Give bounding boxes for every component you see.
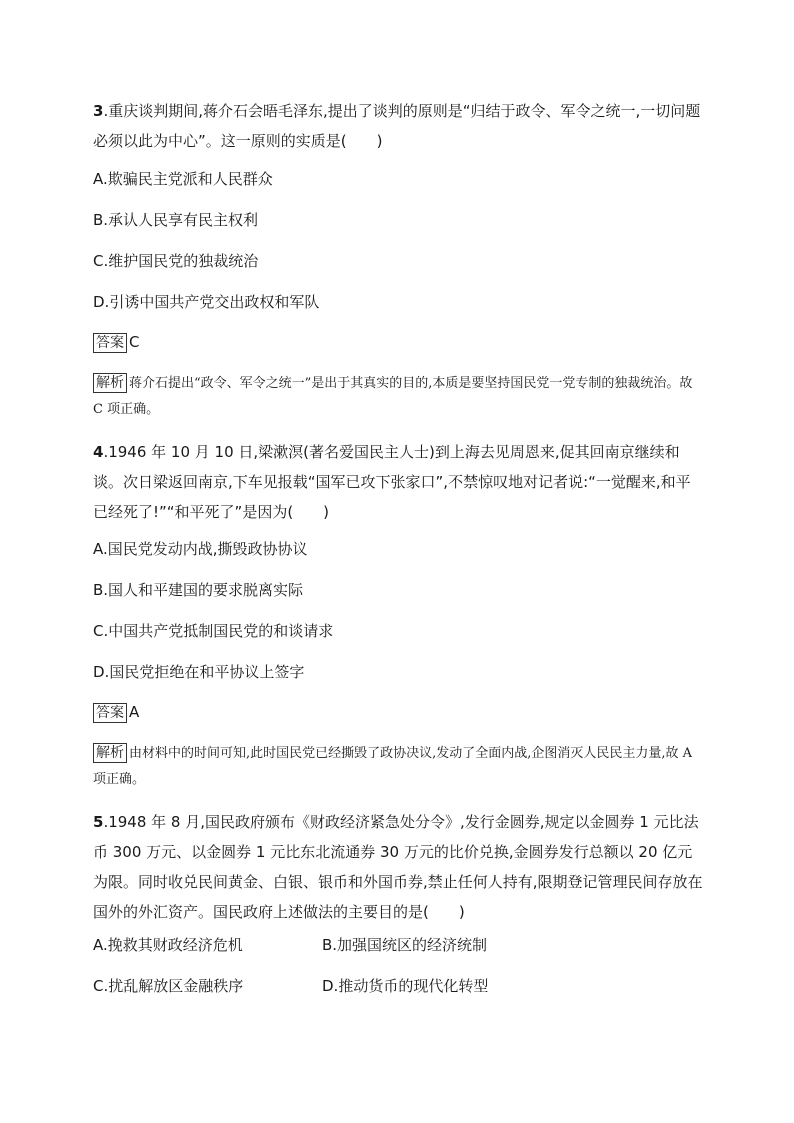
answer-value: A xyxy=(129,703,140,721)
explanation-label: 解析 xyxy=(93,373,127,393)
explanation-label: 解析 xyxy=(93,743,127,763)
question-3-explanation xyxy=(93,371,705,423)
explanation-text: 由材料中的时间可知,此时国民党已经撕毁了政协决议,发动了全面内战,企图消灭人民民主力量,故 A 项正确。 xyxy=(93,746,693,787)
answer-value: C xyxy=(129,333,140,351)
explanation-text: 蒋介石提出“政令、军令之统一”是出于其真实的目的,本质是要坚持国民党一党专制的独裁统治。故 C 项正确。 xyxy=(93,376,693,417)
question-5-option-a: A.挽救其财政经济危机 xyxy=(93,936,243,954)
question-3-answer xyxy=(93,331,139,353)
question-4-answer xyxy=(93,701,139,723)
question-4-option-b: B.国人和平建国的要求脱离实际 xyxy=(93,581,304,599)
question-3-stem xyxy=(93,96,703,156)
question-3-option-c: C.维护国民党的独裁统治 xyxy=(93,252,259,270)
question-text: .1948 年 8 月,国民政府颁布《财政经济紧急处分令》,发行金圆券,规定以金圆券 1 元比法币 300 万元、以金圆券 1 元比东北流通券 30 万元的比价兑换,金圆券发行总额以 20 亿元为限。同时收兑民间黄金、白银、银币和外国币券,禁止任何人持有,限期登记管理民间存放在国外的外汇资产。国民政府上述做法的主要目的是( ) xyxy=(93,813,703,921)
question-number: 5 xyxy=(93,813,104,831)
question-5-stem xyxy=(93,807,703,927)
question-5-option-d: D.推动货币的现代化转型 xyxy=(322,977,489,995)
question-number: 4 xyxy=(93,443,104,461)
question-5-option-c: C.扰乱解放区金融秩序 xyxy=(93,977,244,995)
question-text: .重庆谈判期间,蒋介石会晤毛泽东,提出了谈判的原则是“归结于政令、军令之统一,一切问题必须以此为中心”。这一原则的实质是( ) xyxy=(93,102,701,150)
question-3-option-b: B.承认人民享有民主权利 xyxy=(93,211,259,229)
answer-label: 答案 xyxy=(93,333,127,353)
question-3-option-a: A.欺骗民主党派和人民群众 xyxy=(93,170,273,188)
question-5-option-b: B.加强国统区的经济统制 xyxy=(322,936,488,954)
question-4-option-d: D.国民党拒绝在和平协议上签字 xyxy=(93,663,305,681)
question-4-stem xyxy=(93,437,703,527)
question-text: .1946 年 10 月 10 日,梁漱溟(著名爱国民主人士)到上海去见周恩来,促其回南京继续和谈。次日梁返回南京,下车见报载“国军已攻下张家口”,不禁惊叹地对记者说:“一觉醒来,和平已经死了!”“和平死了”是因为( ) xyxy=(93,443,691,521)
question-4-option-c: C.中国共产党抵制国民党的和谈请求 xyxy=(93,622,334,640)
answer-label: 答案 xyxy=(93,703,127,723)
question-4-explanation xyxy=(93,741,705,793)
question-3-option-d: D.引诱中国共产党交出政权和军队 xyxy=(93,293,320,311)
question-4-option-a: A.国民党发动内战,撕毁政协协议 xyxy=(93,540,308,558)
question-number: 3 xyxy=(93,102,104,120)
